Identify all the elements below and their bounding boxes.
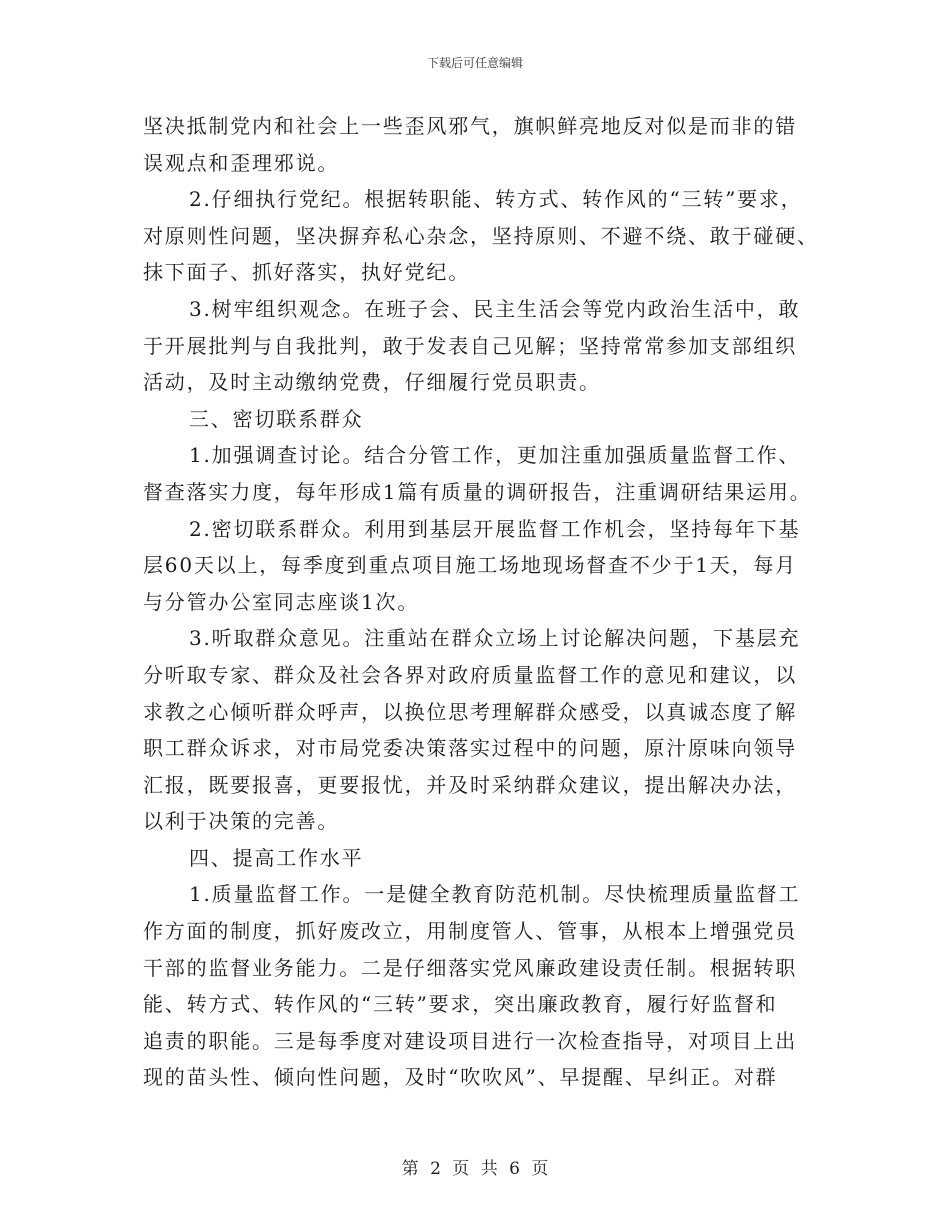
paragraph-line: 3.听取群众意见。注重站在群众立场上讨论解决问题，下基层充 [189, 626, 801, 651]
paragraph-line: 求教之心倾听群众呼声，以换位思考理解群众感受，以真诚态度了解 [143, 699, 797, 724]
section-heading: 四、提高工作水平 [189, 845, 364, 870]
paragraph-line: 坚决抵制党内和社会上一些歪风邪气，旗帜鲜亮地反对似是而非的错 [143, 114, 797, 138]
paragraph-line: 2.仔细执行党纪。根据转职能、转方式、转作风的“三转”要求， [189, 187, 803, 212]
paragraph-line: 对原则性问题，坚决摒弃私心杂念，坚持原则、不避不绕、敢于碰硬、 [143, 223, 819, 248]
paragraph-line: 汇报，既要报喜，更要报忧，并及时采纳群众建议，提出解决办法， [143, 772, 797, 797]
paragraph-line: 于开展批判与自我批判，敢于发表自己见解；坚持常常参加支部组织 [143, 333, 797, 358]
page-header-note: 下载后可任意编辑 [426, 56, 523, 70]
paragraph-line: 分听取专家、群众及社会各界对政府质量监督工作的意见和建议，以 [143, 662, 797, 687]
paragraph-line: 层60天以上，每季度到重点项目施工场地现场督查不少于1天，每月 [143, 553, 797, 578]
paragraph-line: 追责的职能。三是每季度对建设项目进行一次检查指导，对项目上出 [143, 1028, 797, 1053]
paragraph-line: 职工群众诉求，对市局党委决策落实过程中的问题，原汁原味向领导 [143, 736, 797, 761]
document-body [143, 108, 819, 1096]
paragraph-line: 督查落实力度，每年形成1篇有质量的调研报告，注重调研结果运用。 [143, 479, 812, 504]
paragraph-line: 1.质量监督工作。一是健全教育防范机制。尽快梳理质量监督工 [189, 882, 801, 907]
paragraph-line: 活动，及时主动缴纳党费，仔细履行党员职责。 [143, 370, 601, 395]
paragraph-line: 抹下面子、抓好落实，执好党纪。 [143, 260, 470, 285]
paragraph-line: 以利于决策的完善。 [143, 809, 340, 834]
paragraph-line: 作方面的制度，抓好废改立，用制度管人、管事，从根本上增强党员 [143, 919, 797, 944]
paragraph-line: 与分管办公室同志座谈1次。 [143, 589, 420, 614]
paragraph-line: 3.树牢组织观念。在班子会、民主生活会等党内政治生活中，敢 [189, 296, 801, 321]
section-heading: 三、密切联系群众 [189, 406, 364, 431]
paragraph-line: 能、转方式、转作风的“三转”要求，突出廉政教育，履行好监督和 [143, 992, 778, 1017]
paragraph-line: 误观点和歪理邪说。 [143, 150, 340, 175]
page-number-footer: 第 2 页 共 6 页 [401, 1159, 549, 1179]
paragraph-line: 现的苗头性、倾向性问题，及时“吹吹风”、早提醒、早纠正。对群 [143, 1065, 778, 1090]
paragraph-line: 干部的监督业务能力。二是仔细落实党风廉政建设责任制。根据转职 [143, 955, 797, 980]
paragraph-line: 2.密切联系群众。利用到基层开展监督工作机会，坚持每年下基 [189, 516, 801, 541]
paragraph-line: 1.加强调查讨论。结合分管工作，更加注重加强质量监督工作、 [189, 443, 801, 468]
